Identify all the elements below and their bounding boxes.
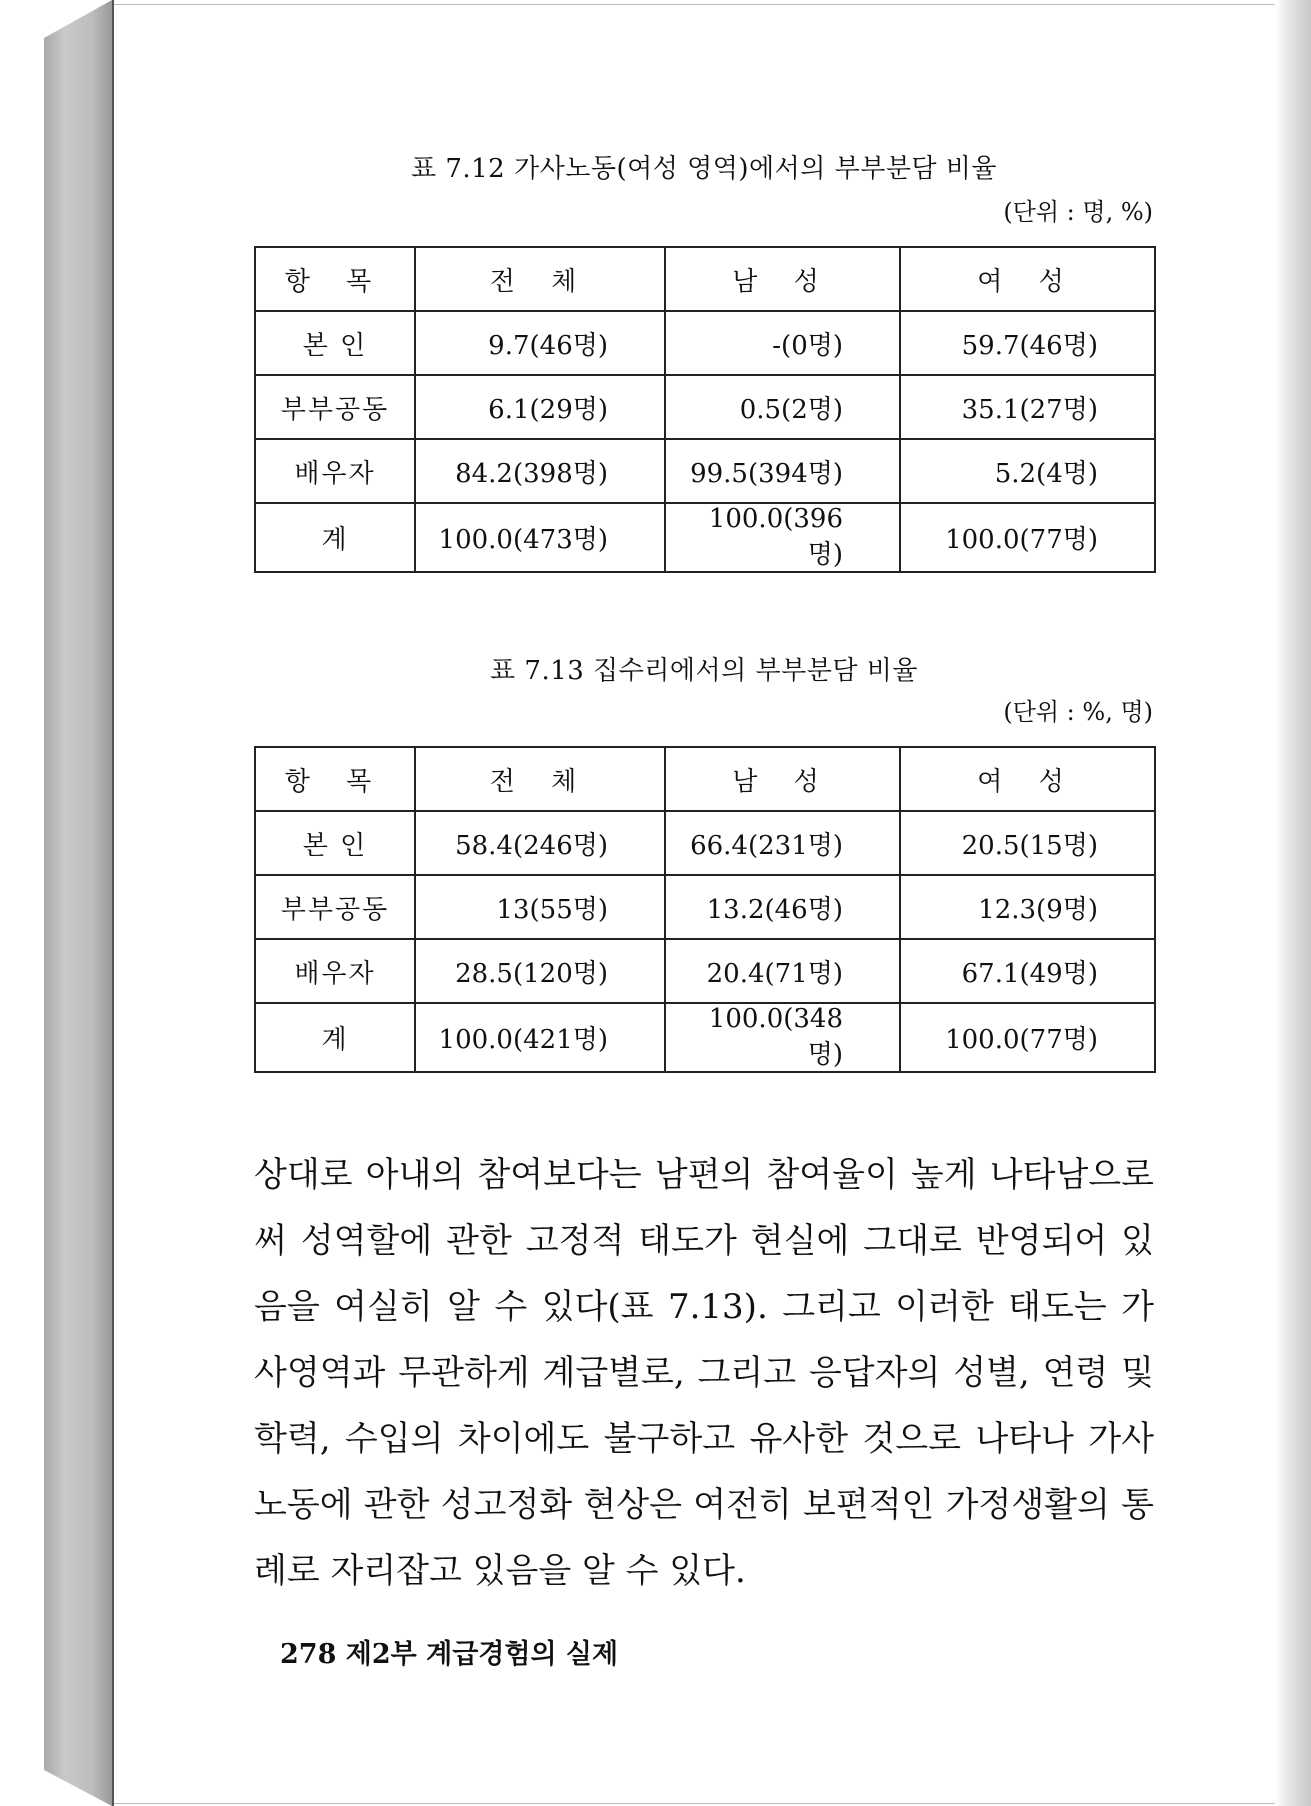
- cell-total: 100.0(473명): [415, 503, 665, 572]
- page-footer: 278 제2부 계급경험의 실제: [280, 1639, 619, 1670]
- cell-male: 100.0(396명): [665, 503, 900, 572]
- row-label: 계: [255, 1003, 415, 1072]
- row-label: 배우자: [255, 439, 415, 503]
- table-row: [255, 939, 1155, 1003]
- cell-male: 100.0(348명): [665, 1003, 900, 1072]
- cell-male: 0.5(2명): [665, 375, 900, 439]
- cell-male: 13.2(46명): [665, 875, 900, 939]
- cell-male: -(0명): [665, 311, 900, 375]
- cell-female: 100.0(77명): [900, 1003, 1155, 1072]
- table1: [254, 246, 1156, 573]
- cell-total: 58.4(246명): [415, 811, 665, 875]
- cell-male: 99.5(394명): [665, 439, 900, 503]
- table-row: [255, 875, 1155, 939]
- cell-total: 100.0(421명): [415, 1003, 665, 1072]
- header-female: 여 성: [900, 747, 1155, 811]
- header-item: 항 목: [255, 747, 415, 811]
- cell-female: 67.1(49명): [900, 939, 1155, 1003]
- table2-unit: (단위 : %, 명): [1003, 698, 1153, 726]
- table1-unit: (단위 : 명, %): [1003, 198, 1153, 226]
- table-row: [255, 1003, 1155, 1072]
- cell-female: 5.2(4명): [900, 439, 1155, 503]
- cell-total: 13(55명): [415, 875, 665, 939]
- row-label: 부부공동: [255, 375, 415, 439]
- cell-female: 12.3(9명): [900, 875, 1155, 939]
- table1-caption: 표 7.12 가사노동(여성 영역)에서의 부부분담 비율: [410, 154, 998, 184]
- row-label: 계: [255, 503, 415, 572]
- book-spine: [44, 0, 112, 1806]
- cell-female: 20.5(15명): [900, 811, 1155, 875]
- table-row: [255, 503, 1155, 572]
- cell-female: 35.1(27명): [900, 375, 1155, 439]
- row-label: 부부공동: [255, 875, 415, 939]
- header-male: 남 성: [665, 747, 900, 811]
- table-row: [255, 439, 1155, 503]
- cell-male: 66.4(231명): [665, 811, 900, 875]
- cell-total: 9.7(46명): [415, 311, 665, 375]
- cell-total: 6.1(29명): [415, 375, 665, 439]
- cell-male: 20.4(71명): [665, 939, 900, 1003]
- row-label: 본 인: [255, 811, 415, 875]
- table-header-row: [255, 747, 1155, 811]
- table-row: [255, 311, 1155, 375]
- header-male: 남 성: [665, 247, 900, 311]
- header-item: 항 목: [255, 247, 415, 311]
- header-total: 전 체: [415, 247, 665, 311]
- cell-total: 28.5(120명): [415, 939, 665, 1003]
- cell-female: 59.7(46명): [900, 311, 1155, 375]
- cell-female: 100.0(77명): [900, 503, 1155, 572]
- body-paragraph: 상대로 아내의 참여보다는 남편의 참여율이 높게 나타남으로써 성역할에 관한 고정적 태도가 현실에 그대로 반영되어 있음을 여실히 알 수 있다(표 7.13). 그리고 이러한 태도는 가사영역과 무관하게 계급별로, 그리고 응답자의 성별, 연령 및 학력, 수입의 차이에도 불구하고 유사한 것으로 나타나 가사노동에 관한 성고정화 현상은 여전히 보편적인 가정생활의 통례로 자리잡고 있음을 알 수 있다.: [254, 1155, 1154, 1591]
- page-shadow: [1275, 0, 1311, 1806]
- header-total: 전 체: [415, 747, 665, 811]
- table-row: [255, 375, 1155, 439]
- row-label: 본 인: [255, 311, 415, 375]
- table2-caption: 표 7.13 집수리에서의 부부분담 비율: [490, 656, 918, 686]
- header-female: 여 성: [900, 247, 1155, 311]
- cell-total: 84.2(398명): [415, 439, 665, 503]
- table-header-row: [255, 247, 1155, 311]
- table-row: [255, 811, 1155, 875]
- row-label: 배우자: [255, 939, 415, 1003]
- table2: [254, 746, 1156, 1073]
